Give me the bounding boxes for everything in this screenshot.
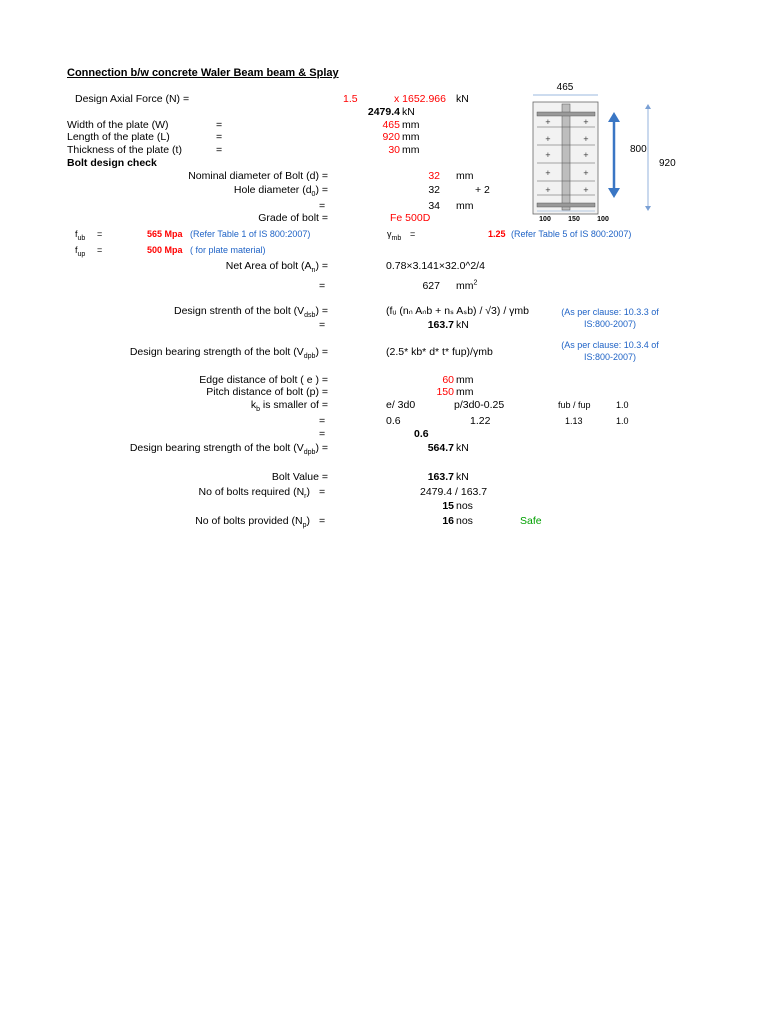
page-title: Connection b/w concrete Waler Beam beam & Splay (67, 67, 339, 79)
bolt-mark: + (583, 169, 589, 177)
label-text: k (250, 399, 257, 411)
beam-web (562, 104, 570, 210)
equals-sign: = (319, 515, 326, 527)
bolt-mark: + (545, 186, 551, 194)
kb-min-value: 0.6 (414, 428, 429, 440)
label-text: Net Area of bolt (A (225, 260, 312, 272)
vdpb-clause-line2: IS:800-2007) (583, 352, 637, 362)
bolts-provided-unit: nos (456, 515, 473, 527)
pitch-unit: mm (456, 386, 474, 398)
label-text: Design bearing strength of the bolt (V (129, 346, 304, 358)
axial-force-label: Design Axial Force (N) = (75, 93, 190, 105)
equals-sign: = (97, 229, 103, 239)
vdsb-clause-line2: IS:800-2007) (583, 319, 637, 329)
spacing-label-right: 100 (597, 216, 609, 223)
subscript: dpb (303, 449, 316, 457)
superscript: 2 (473, 279, 478, 287)
symbol: f (75, 245, 78, 255)
bolt-mark: + (545, 135, 551, 143)
plate-length-label: Length of the plate (L) (67, 131, 170, 143)
pitch-value: 150 (436, 386, 454, 398)
subscript: ub (77, 234, 86, 242)
gamma-reference: (Refer Table 5 of IS 800:2007) (511, 229, 632, 239)
subscript: b (256, 406, 261, 414)
bolts-required-value: 15 (442, 500, 454, 512)
label-text: Design strenth of the bolt (V (174, 305, 305, 317)
arrow-head-down (645, 206, 651, 211)
equals-sign: = (216, 144, 223, 156)
equals-sign: = (319, 415, 326, 427)
top-flange (537, 112, 595, 116)
label-text: ) = (315, 305, 328, 317)
edge-unit: mm (456, 374, 474, 386)
kb-value-3: 1.13 (565, 416, 583, 426)
plate-width-unit: mm (402, 119, 420, 131)
equals-sign: = (319, 200, 326, 212)
axial-unit: kN (456, 93, 469, 105)
kb-criterion-4: 1.0 (616, 400, 629, 410)
bolt-mark: + (583, 151, 589, 159)
arrow-head-down (608, 188, 620, 198)
subscript: up (77, 250, 86, 258)
bolt-mark: + (545, 151, 551, 159)
plate-width-value: 465 (382, 119, 400, 131)
label-text: ) = (315, 260, 328, 272)
equals-sign: = (410, 229, 416, 239)
subscript: mb (391, 234, 402, 242)
subscript: dpb (303, 353, 316, 361)
equals-sign: = (319, 486, 326, 498)
label-text: Design bearing strength of the bolt (V (129, 442, 304, 454)
subscript: dsb (304, 312, 316, 320)
vdsb-formula: (fᵤ (nₙ Aₙb + nₛ Aₛb) / √3) / γmb (386, 305, 529, 317)
plate-thickness-unit: mm (402, 144, 420, 156)
plate-thickness-label: Thickness of the plate (t) (67, 144, 182, 156)
vdsb-unit: kN (456, 319, 469, 331)
kb-value-4: 1.0 (616, 416, 629, 426)
vdpb-result-value: 564.7 (427, 442, 454, 454)
fub-value: 565 Mpa (147, 229, 183, 239)
label-text: ) = (315, 442, 328, 454)
bolts-provided-value: 16 (442, 515, 454, 527)
bottom-flange (537, 203, 595, 207)
axial-result-unit: kN (402, 106, 415, 118)
bolt-mark: + (545, 118, 551, 126)
kb-value-1: 0.6 (386, 415, 401, 427)
plate-length-value: 920 (382, 131, 400, 143)
hole-dia-unit: mm (456, 200, 474, 212)
nominal-dia-label: Nominal diameter of Bolt (d) = (188, 170, 328, 182)
arrow-head-up (645, 104, 651, 109)
label-text: No of bolts provided (N (195, 515, 303, 527)
fub-reference: (Refer Table 1 of IS 800:2007) (190, 229, 311, 239)
kb-value-2: 1.22 (470, 415, 491, 427)
label-text: No of bolts required (N (198, 486, 305, 498)
hole-dia-value2: 34 (428, 200, 440, 212)
nominal-dia-unit: mm (456, 170, 474, 182)
vdpb-result-unit: kN (456, 442, 469, 454)
bolt-mark: + (583, 118, 589, 126)
fup-reference: ( for plate material) (190, 245, 266, 255)
grade-label: Grade of bolt = (258, 212, 328, 224)
label-text: is smaller of = (260, 399, 328, 411)
arrow-head-up (608, 112, 620, 122)
symbol: γ (387, 229, 392, 239)
label-text: ) (306, 486, 310, 498)
edge-label: Edge distance of bolt ( e ) = (199, 374, 328, 386)
label-text: ) = (315, 346, 328, 358)
equals-sign: = (319, 280, 326, 292)
equals-sign: = (319, 319, 326, 331)
spacing-label-center: 150 (568, 216, 580, 223)
kb-criterion-2: p/3d0-0.25 (454, 399, 505, 411)
bolt-mark: + (583, 135, 589, 143)
equals-sign: = (319, 428, 326, 440)
axial-multiplier: x 1652.966 (394, 93, 446, 105)
hole-dia-extra: + 2 (475, 184, 490, 196)
bolt-value-label: Bolt Value = (271, 471, 328, 483)
equals-sign: = (97, 245, 103, 255)
edge-value: 60 (442, 374, 454, 386)
outer-dimension-label: 920 (659, 158, 676, 169)
net-area-value: 627 (422, 280, 440, 292)
label-text: Hole diameter (d (233, 184, 312, 196)
subscript: p (302, 522, 307, 530)
gamma-value: 1.25 (488, 229, 506, 239)
fup-value: 500 Mpa (147, 245, 183, 255)
plate-length-unit: mm (402, 131, 420, 143)
net-area-formula: 0.78×3.141×32.0^2/4 (386, 260, 485, 272)
kb-criterion-3: fub / fup (558, 400, 591, 410)
bolt-heading: Bolt design check (67, 157, 157, 169)
equals-sign: = (216, 131, 223, 143)
equals-sign: = (216, 119, 223, 131)
bolts-required-unit: nos (456, 500, 473, 512)
grade-value: Fe 500D (390, 212, 431, 224)
symbol: f (75, 229, 78, 239)
spacing-label-left: 100 (539, 216, 551, 223)
nominal-dia-value: 32 (428, 170, 440, 182)
subscript: n (311, 267, 316, 275)
vdsb-clause-line1: (As per clause: 10.3.3 of (561, 307, 659, 317)
axial-factor: 1.5 (343, 93, 358, 105)
unit-text: mm (456, 280, 474, 292)
subscript: r (304, 493, 307, 501)
vdsb-value: 163.7 (427, 319, 454, 331)
hole-dia-value: 32 (428, 184, 440, 196)
vdpb-formula: (2.5* kb* d* t* fup)/γmb (386, 346, 493, 358)
kb-criterion-1: e/ 3d0 (386, 399, 416, 411)
pitch-label: Pitch distance of bolt (p) = (206, 386, 328, 398)
bolt-mark: + (583, 186, 589, 194)
vdpb-clause-line1: (As per clause: 10.3.4 of (561, 340, 659, 350)
bolts-required-formula: 2479.4 / 163.7 (420, 486, 488, 498)
bolt-value-unit: kN (456, 471, 469, 483)
inner-dimension-label: 800 (630, 144, 647, 155)
label-text: ) (306, 515, 310, 527)
subscript: 0 (311, 191, 316, 199)
plate-thickness-value: 30 (388, 144, 400, 156)
plate-width-label: Width of the plate (W) (67, 119, 169, 131)
label-text: ) = (315, 184, 328, 196)
axial-result: 2479.4 (367, 106, 400, 118)
bolt-value: 163.7 (427, 471, 454, 483)
width-dimension-label: 465 (556, 82, 574, 93)
safe-status: Safe (520, 515, 542, 527)
bolt-mark: + (545, 169, 551, 177)
